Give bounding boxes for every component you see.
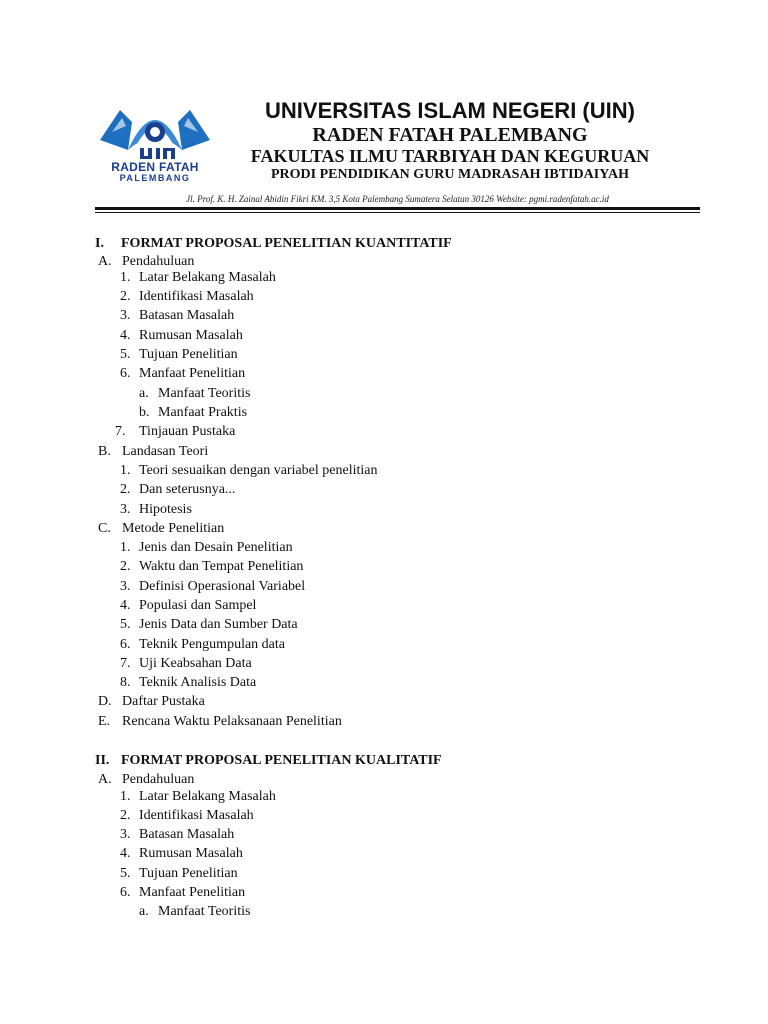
letterhead bbox=[0, 0, 768, 215]
address-line: Jl. Prof. K. H. Zainal Abidin Fikri KM. 3,5 Kota Palembang Sumatera Selatan 30126 Website: pgmi.radenfatah.ac.id bbox=[186, 194, 609, 204]
list-item: 3. Hipotesis bbox=[120, 502, 192, 517]
sub-list-item: a. Manfaat Teoritis bbox=[139, 904, 251, 919]
logo-text-line2: PALEMBANG bbox=[119, 173, 191, 183]
faculty-name: FAKULTAS ILMU TARBIYAH DAN KEGURUAN bbox=[250, 146, 650, 166]
sub-list-item: b. Manfaat Praktis bbox=[139, 405, 248, 420]
list-item: 6. Teknik Pengumpulan data bbox=[120, 637, 285, 652]
university-name: UNIVERSITAS ISLAM NEGERI (UIN) bbox=[265, 98, 635, 123]
subsection-heading bbox=[98, 254, 194, 270]
list-item: 6. Manfaat Penelitian bbox=[120, 366, 246, 381]
list-item: 4. Rumusan Masalah bbox=[120, 328, 243, 343]
header-rule-thick bbox=[95, 207, 700, 210]
list-item: 6. Manfaat Penelitian bbox=[120, 885, 246, 900]
subsection-title: Pendahuluan bbox=[122, 254, 195, 269]
sub-list-item: a. Manfaat Teoritis bbox=[139, 386, 251, 401]
list-item: 4. Rumusan Masalah bbox=[120, 846, 243, 861]
list-item: 4. Populasi dan Sampel bbox=[120, 598, 257, 613]
subsection-heading: C. Metode Penelitian bbox=[98, 521, 225, 536]
list-item: 8. Teknik Analisis Data bbox=[120, 675, 257, 690]
list-item: 1. Jenis dan Desain Penelitian bbox=[120, 540, 293, 555]
list-item: 2. Dan seterusnya... bbox=[120, 482, 236, 497]
list-item: 5. Tujuan Penelitian bbox=[120, 347, 238, 362]
program-name: PRODI PENDIDIKAN GURU MADRASAH IBTIDAIYAH bbox=[270, 167, 630, 182]
subsection-letter: A. bbox=[98, 254, 112, 269]
list-item: 2. Identifikasi Masalah bbox=[120, 289, 254, 304]
subsection-heading: D. Daftar Pustaka bbox=[98, 694, 205, 709]
list-item: 1. Latar Belakang Masalah bbox=[120, 270, 276, 285]
list-item: 5. Tujuan Penelitian bbox=[120, 866, 238, 881]
university-subtitle: RADEN FATAH PALEMBANG bbox=[312, 124, 588, 146]
list-item: 1. Teori sesuaikan dengan variabel penelitian bbox=[120, 463, 378, 478]
logo-text-line1: RADEN FATAH bbox=[111, 160, 199, 174]
section-heading: II. FORMAT PROPOSAL PENELITIAN KUALITATIF bbox=[95, 753, 442, 768]
list-item: 5. Jenis Data dan Sumber Data bbox=[120, 617, 298, 632]
section-heading bbox=[95, 236, 452, 252]
list-item: 3. Definisi Operasional Variabel bbox=[120, 579, 306, 594]
section-number: I. bbox=[95, 236, 104, 251]
subsection-heading: B. Landasan Teori bbox=[98, 444, 209, 459]
section-title: FORMAT PROPOSAL PENELITIAN KUANTITATIF bbox=[121, 236, 452, 251]
list-item: 2. Identifikasi Masalah bbox=[120, 808, 254, 823]
header-rule-thin bbox=[95, 212, 700, 213]
list-item: 7. Tinjauan Pustaka bbox=[115, 424, 236, 439]
list-item: 1. Latar Belakang Masalah bbox=[120, 789, 276, 804]
subsection-heading: E. Rencana Waktu Pelaksanaan Penelitian bbox=[98, 714, 342, 729]
list-item: 2. Waktu dan Tempat Penelitian bbox=[120, 559, 304, 574]
list-item: 3. Batasan Masalah bbox=[120, 308, 235, 323]
list-item: 3. Batasan Masalah bbox=[120, 827, 235, 842]
list-item: 7. Uji Keabsahan Data bbox=[120, 656, 252, 671]
subsection-heading: A. Pendahuluan bbox=[98, 772, 195, 787]
